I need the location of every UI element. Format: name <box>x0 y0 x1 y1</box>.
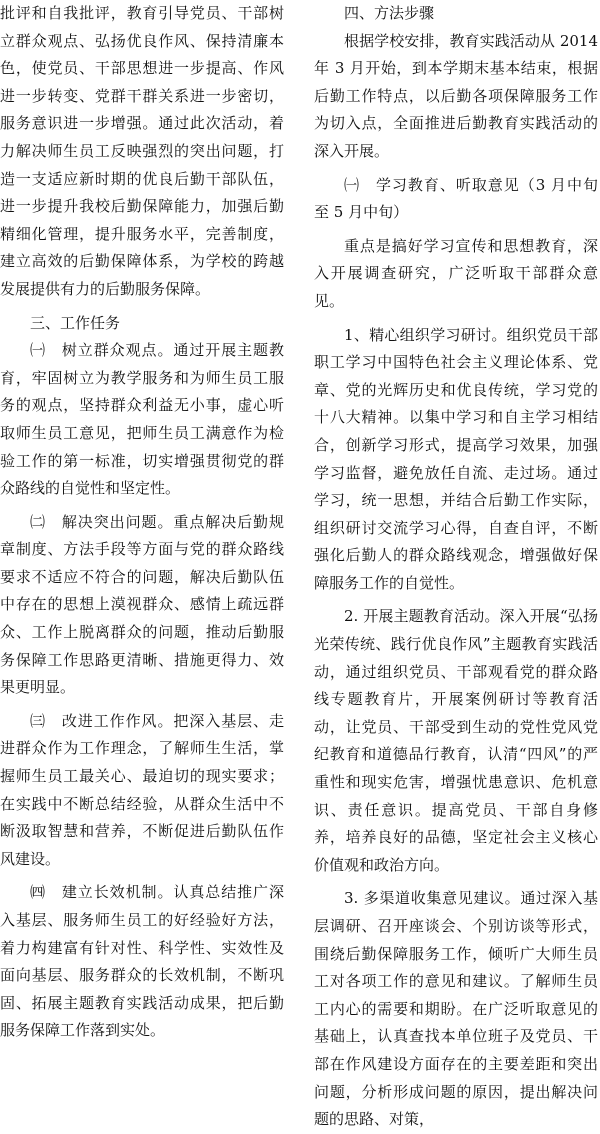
phase-1-title: ㈠ 学习教育、听取意见（3 月中旬至 5 月中旬） <box>314 175 598 222</box>
task-paragraph-2: ㈡ 解决突出问题。重点解决后勤规章制度、方法手段等方面与党的群众路线要求不适应不符合的问题，解决后勤队伍中存在的思想上漠视群众、感情上疏远群众、工作上脱离群众的问题，推动后勤服务保障工作思路更清晰、措施更得力、效果更明显。 <box>0 512 284 697</box>
methods-intro-paragraph: 根据学校安排，教育实践活动从 2014 年 3 月开始，到本学期末基本结束，根据后勤工作特点，以后勤各项保障服务工作为切入点，全面推进后勤教育实践活动的深入开展。 <box>314 31 598 160</box>
section-heading-methods: 四、方法步骤 <box>344 4 435 22</box>
item-paragraph-2: 2. 开展主题教育活动。深入开展“弘扬光荣传统、践行优良作风”主题教育实践活动，通过组织党员、干部观看党的群众路线专题教育片，开展案例研讨等教育活动，让党员、干部受到生动的党性党风党纪教育和道德品行教育，认清“四风”的严重性和现实危害，增强忧患意识、危机意识、责任意识。提高党员、干部自身修养，培养良好的品德，坚定社会主义核心价值观和政治方向。 <box>314 607 598 874</box>
section-heading-tasks: 三、工作任务 <box>30 313 121 332</box>
right-column <box>314 0 598 1134</box>
task-paragraph-3: ㈢ 改进工作作风。把深入基层、走进群众作为工作理念，了解师生生活，掌握师生员工最关心、最迫切的现实要求；在实践中不断总结经验，从群众生活中不断汲取智慧和营养，不断促进后勤队伍作风建设。 <box>0 711 284 868</box>
left-column <box>0 0 284 1045</box>
phase-1-focus-paragraph: 重点是搞好学习宣传和思想教育，深入开展调查研究，广泛听取干部群众意见。 <box>314 236 598 310</box>
item-paragraph-3: 3. 多渠道收集意见建议。通过深入基层调研、召开座谈会、个别访谈等形式，围绕后勤保障服务工作，倾听广大师生员工对各项工作的意见和建议。了解师生员工内心的需要和期盼。在广泛听取意见的基础上，认真查找本单位班子及党员、干部在作风建设方面存在的主要差距和突出问题，分析形成问题的原因，提出解决问题的思路、对策， <box>314 889 598 1129</box>
task-paragraph-4: ㈣ 建立长效机制。认真总结推广深入基层、服务师生员工的好经验好方法，着力构建富有针对性、科学性、实效性及面向基层、服务群众的长效机制，不断巩固、拓展主题教育实践活动成果，把后勤服务保障工作落到实处。 <box>0 883 284 1040</box>
intro-paragraph-continued: 批评和自我批评，教育引导党员、干部树立群众观点、弘扬优良作风、保持清廉本色，使党员、干部思想进一步提高、作风进一步转变、党群干群关系进一步密切，服务意识进一步增强。通过此次活动，着力解决师生员工反映强烈的突出问题，打造一支适应新时期的优良后勤干部队伍，进一步提升我校后勤保障能力，加强后勤精细化管理，提升服务水平，完善制度，建立高效的后勤保障体系，为学校的跨越发展提供有力的后勤服务保障。 <box>0 4 284 298</box>
task-paragraph-1: ㈠ 树立群众观点。通过开展主题教育，牢固树立为教学服务和为师生员工服务的观点，坚持群众利益无小事，虚心听取师生员工意见，把师生员工满意作为检验工作的第一标准，切实增强贯彻党的群众路线的自觉性和坚定性。 <box>0 341 284 498</box>
item-paragraph-1: 1、精心组织学习研讨。组织党员干部职工学习中国特色社会主义理论体系、党章、党的光辉历史和优良传统，学习党的十八大精神。以集中学习和自主学习相结合，创新学习形式，提高学习效果，加强学习监督，避免放任自流、走过场。通过学习，统一思想，并结合后勤工作实际，组织研讨交流学习心得，自查自评，不断强化后勤人的群众路线观念，增强做好保障服务工作的自觉性。 <box>314 325 598 592</box>
